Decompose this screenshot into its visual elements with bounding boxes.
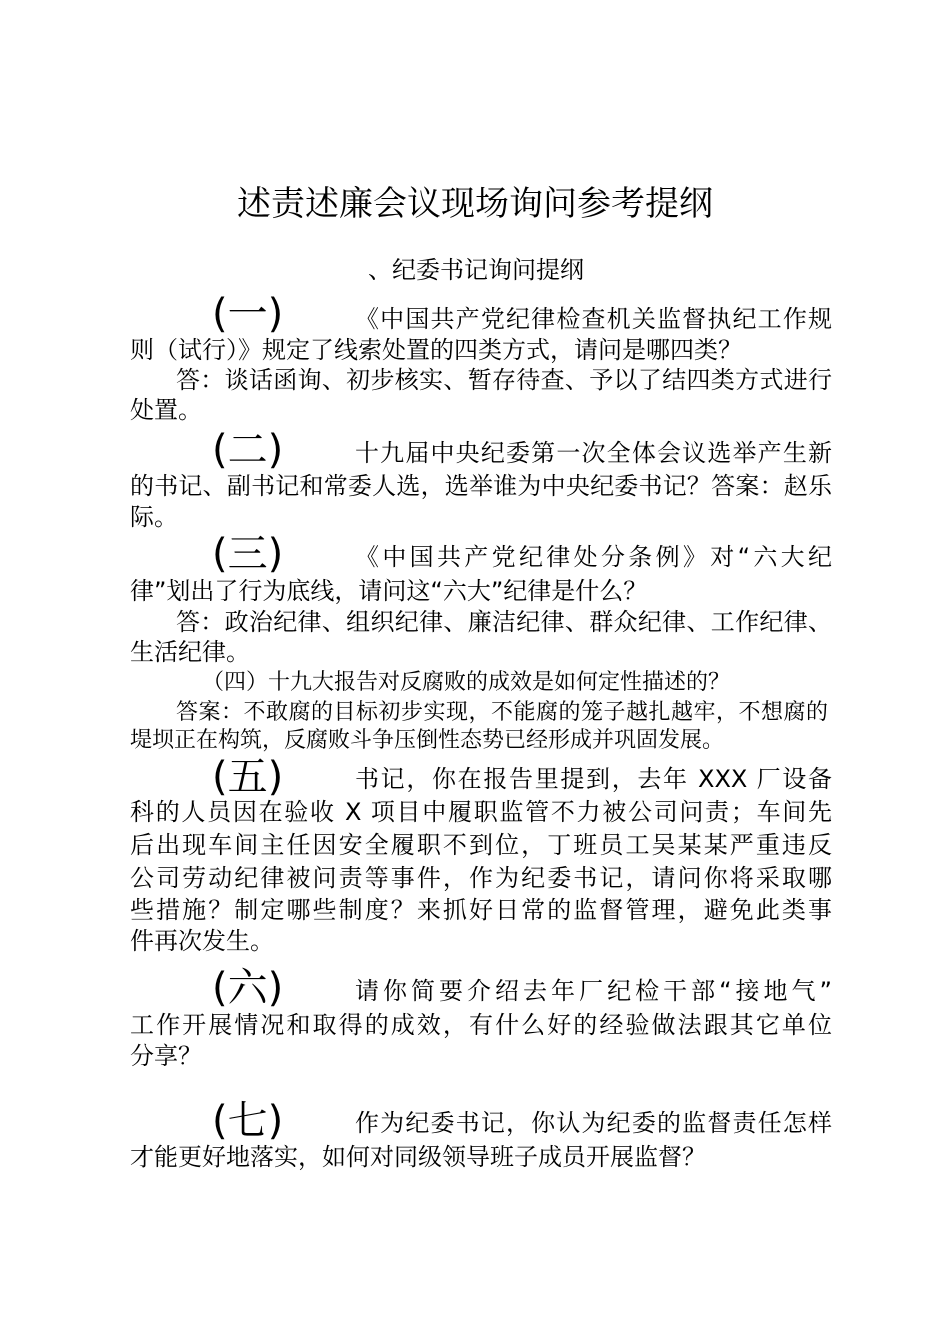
- section-number: (六): [212, 965, 284, 1011]
- section-number: (三): [212, 531, 284, 577]
- section-number: (五): [212, 754, 284, 800]
- question-text: 作为纪委书记，你认为纪委的监督责任怎样: [355, 1109, 832, 1137]
- question-text: 公司劳动纪律被问责等事件，作为纪委书记，请问你将采取哪: [130, 864, 832, 892]
- question-text: 律”划出了行为底线，请问这“六大”纪律是什么？: [130, 577, 648, 605]
- question-text: 请你简要介绍去年厂纪检干部“接地气”: [355, 977, 832, 1005]
- question-text: 《中国共产党纪律检查机关监督执纪工作规: [355, 305, 832, 333]
- question-text: 科的人员因在验收 X 项目中履职监管不力被公司问责；车间先: [130, 798, 832, 826]
- question-text: 才能更好地落实，如何对同级领导班子成员开展监督？: [130, 1143, 706, 1171]
- question-text: 的书记、副书记和常委人选，选举谁为中央纪委书记？答案：赵乐: [130, 472, 832, 500]
- question-text: 十九届中央纪委第一次全体会议选举产生新: [355, 439, 832, 467]
- question-text: 工作开展情况和取得的成效，有什么好的经验做法跟其它单位: [130, 1011, 832, 1039]
- question-text: 《中国共产党纪律处分条例》对“六大纪: [355, 543, 832, 571]
- section-number: (七): [212, 1098, 284, 1144]
- question-text: 些措施？制定哪些制度？来抓好日常的监督管理，避免此类事: [130, 896, 832, 924]
- question-text: 则（试行）》规定了线索处置的四类方式，请问是哪四类？: [130, 336, 742, 364]
- question-text: 分享？: [130, 1042, 202, 1070]
- section-number: (一): [212, 291, 284, 337]
- question-text: （四）十九大报告对反腐败的成效是如何定性描述的？: [202, 670, 731, 695]
- answer-text: 生活纪律。: [130, 638, 250, 666]
- answer-text: 答：谈话函询、初步核实、暂存待查、予以了结四类方式进行: [176, 366, 832, 394]
- section-number: (二): [212, 427, 284, 473]
- question-text: 际。: [130, 503, 178, 531]
- answer-text: 处置。: [130, 396, 202, 424]
- question-text: 书记，你在报告里提到，去年 XXX 厂设备: [355, 765, 832, 793]
- answer-text: 答案：不敢腐的目标初步实现，不能腐的笼子越扎越牢，不想腐的: [176, 700, 828, 725]
- answer-text: 答：政治纪律、组织纪律、廉洁纪律、群众纪律、工作纪律、: [176, 608, 832, 636]
- document-title: 述责述廉会议现场询问参考提纲: [237, 184, 713, 224]
- question-text: 后出现车间主任因安全履职不到位，丁班员工吴某某严重违反: [130, 831, 832, 859]
- answer-text: 堤坝正在构筑，反腐败斗争压倒性态势已经形成并巩固发展。: [130, 728, 725, 753]
- question-text: 件再次发生。: [130, 927, 274, 955]
- section-heading: 、纪委书记询问提纲: [368, 256, 584, 284]
